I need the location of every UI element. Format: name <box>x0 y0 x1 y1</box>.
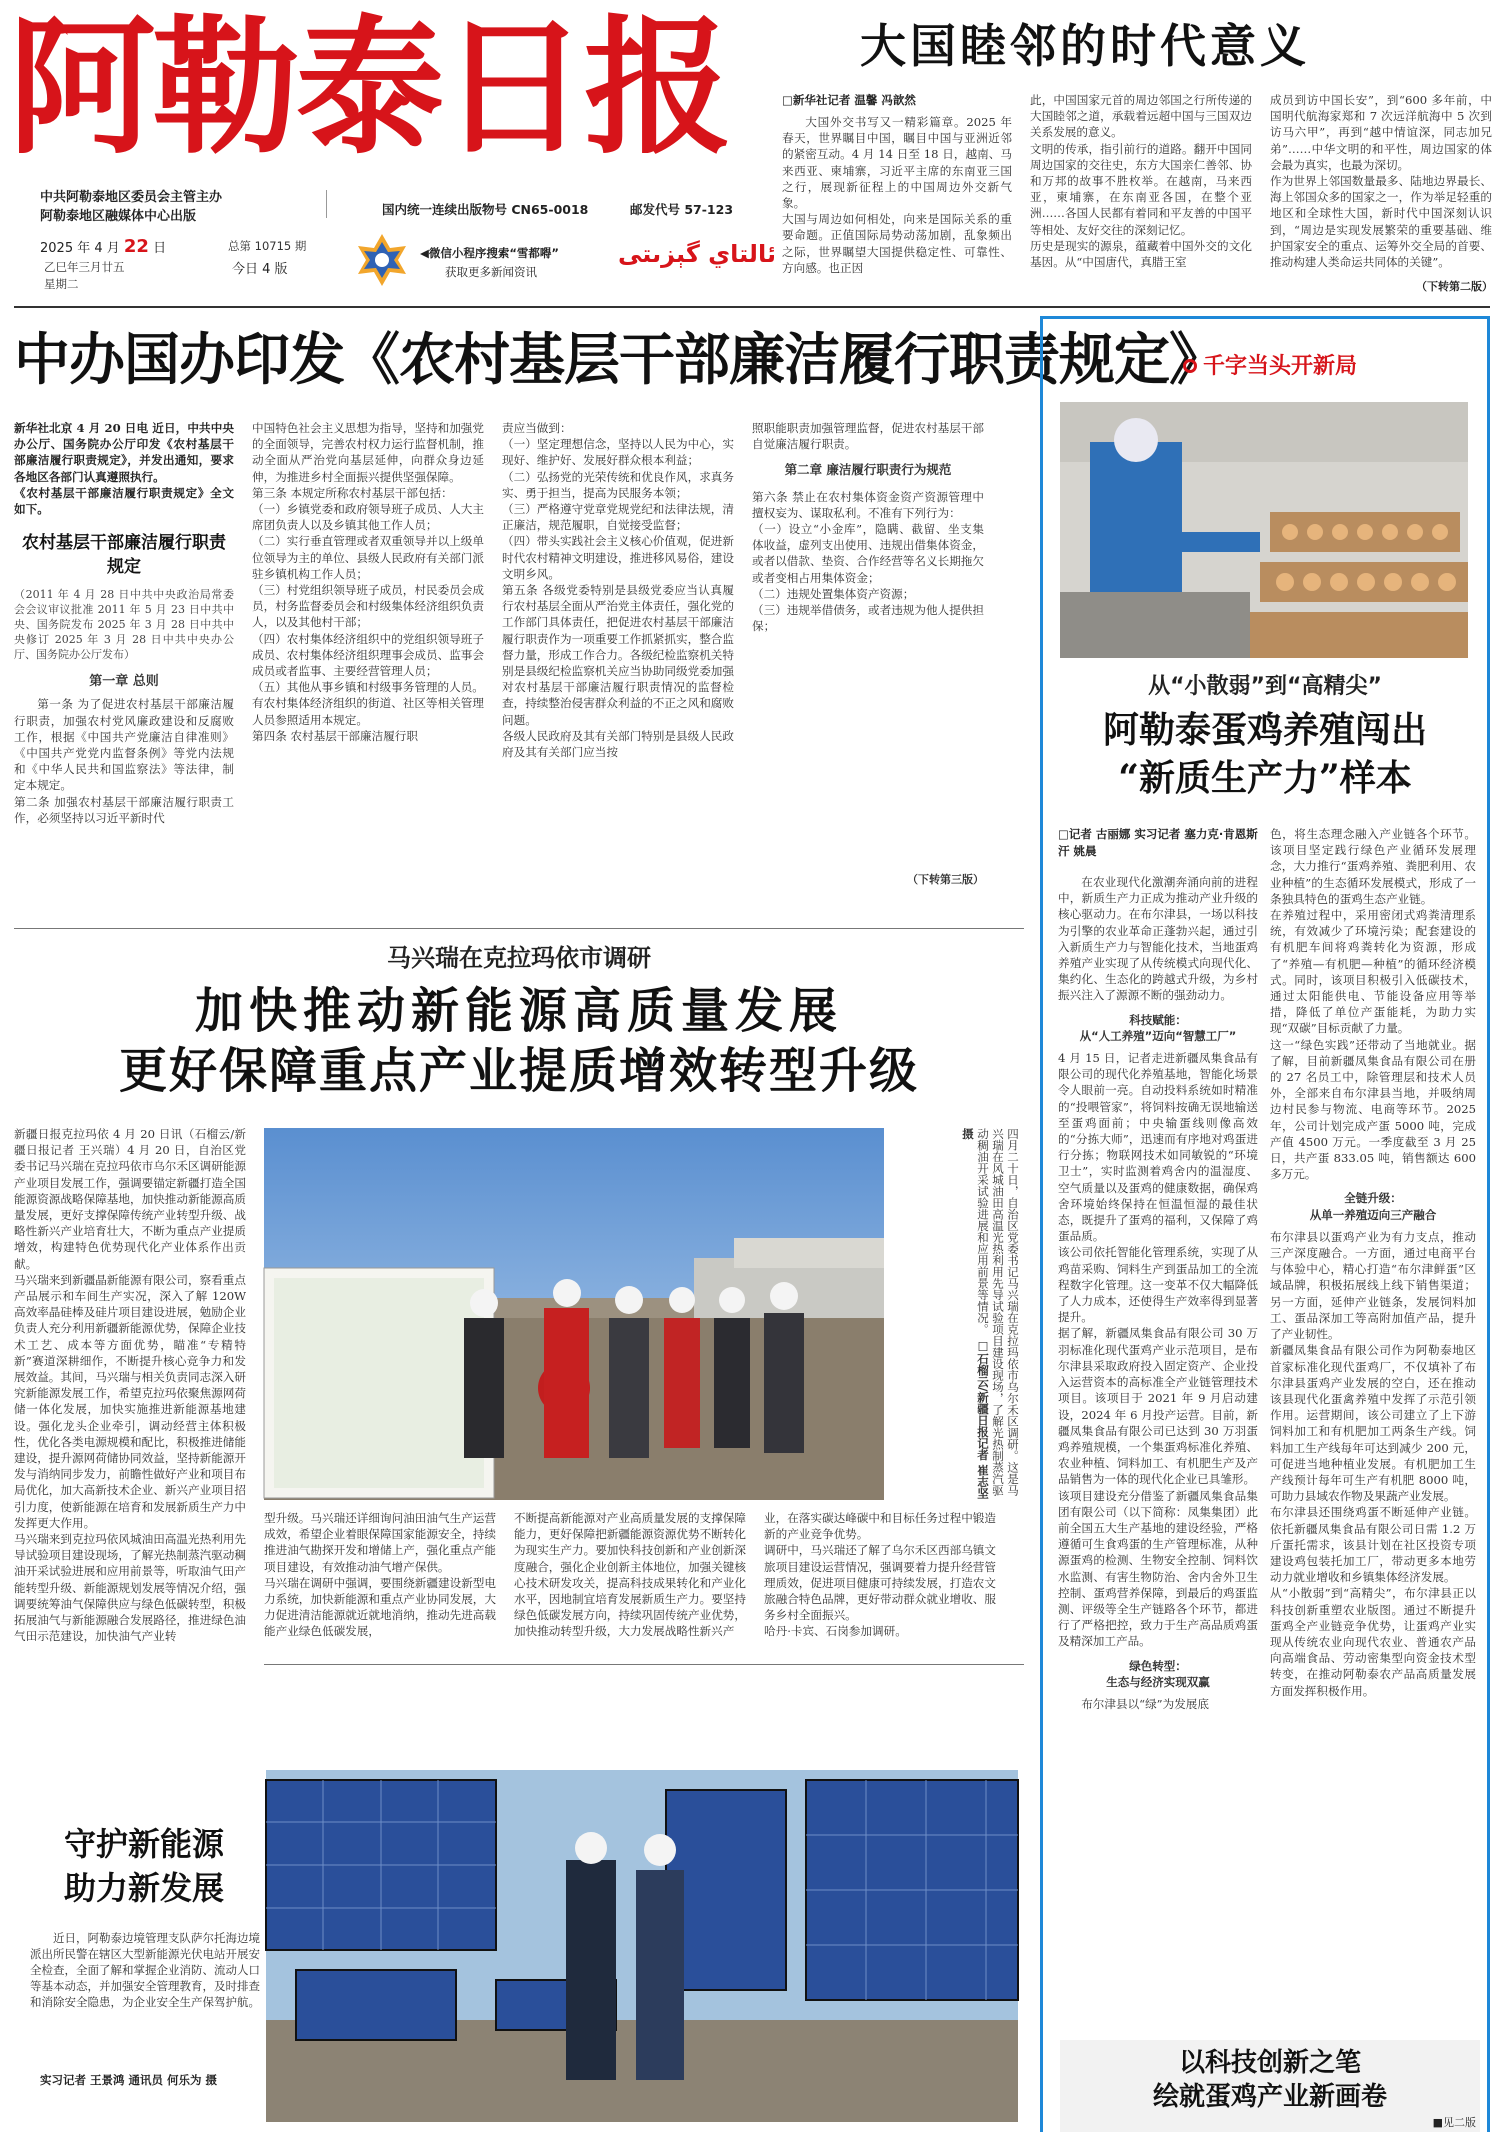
main-story-continued: （下转第三版） <box>907 873 984 886</box>
feature-sub3-line1: 全链升级： <box>1344 1191 1402 1206</box>
feature-bottom-box <box>1060 2040 1480 2132</box>
weekday: 星期二 <box>44 277 79 291</box>
top-story-col-2: 此，中国国家元首的周边邻国之行所传递的大国睦邻之道，承载着远超中国与三国双边关系发展的意义。 文明的传承，指引前行的道路。翻开中国同周边国家的交往史，东方大国亲仁善邻、协和万邦的故事不胜枚举。在越南，马来西亚，柬埔寨，在东南亚各国，在整个亚洲……各国人民都有着同和平友善的中国平等相处、友好交往的深刻记忆。 历史是现实的源泉，蕴藏着中国外交的文化基因。从“中国唐代，真腊王室 <box>1030 93 1252 270</box>
top-story-byline: □新华社记者 温馨 冯歆然 <box>782 93 916 107</box>
wechat-line-1: ◀微信小程序搜索“雪都嘚” <box>420 246 559 260</box>
issue-total: 总第 10715 期 <box>228 239 307 253</box>
story2-headline-2: 更好保障重点产业提质增效转型升级 <box>118 1043 919 1099</box>
cn-number: 国内统一连续出版物号 CN65-0018 <box>382 202 589 217</box>
feature-tag-text: 千字当头开新局 <box>1202 354 1357 379</box>
postal-code: 邮发代号 57-123 <box>630 202 734 217</box>
feature-headline-2: “新质生产力”样本 <box>1118 757 1412 799</box>
feature-bottom-line-2: 绘就蛋鸡产业新画卷 <box>1152 2082 1387 2112</box>
newspaper-title: 阿勒泰日报 <box>8 0 728 174</box>
feature-col-2b-text: 布尔津县以蛋鸡产业为有力支点，推动三产深度融合。一方面，通过电商平台与体验中心，精心打造“布尔津鲜蛋”区域品牌，积极拓展线上线下销售渠道；另一方面，延伸产业链条，发展饲料加工、蛋品深加工等高附加值产品，提升了产业韧性。 新疆凤集食品有限公司作为阿勒泰地区首家标准化现代蛋鸡厂，不仅填补了布尔津县蛋鸡产业发展的空白，还在推动该县现代化蛋禽养殖中发挥了示范引领作用。运营期间，该公司建立了上下游饲料加工和有机肥加工两条生产线。饲料加工生产线每年可达到减少 200 元，可促进当地种植业发展。有机肥加工生产线预计每年可生产有机肥 8000 吨，可助力县域农作物及果蔬产业发展。 布尔津县还围绕鸡蛋不断延伸产业链。依托新疆凤集食品有限公司日需 1.2 万斤蛋托需求，该县计划在社区投资专项建设鸡包装托加工厂，带动更多本地劳动力就业增收和乡镇集体经济发展。 从“小散弱”到“高精尖”，布尔津县正以科技创新重塑农业版图。通过不断提升蛋鸡全产业链竞争优势，让蛋鸡产业实现从传统农业向现代农业、普通农产品向高端食品、劳动密集型向资金技术型转变，在推动阿勒泰农产品高质量发展方面发挥积极作用。 <box>1270 1229 1476 1698</box>
sponsor-line-1: 中共阿勒泰地区委员会主管主办 <box>40 190 223 205</box>
top-story-col-3: 成员到访中国长安”，到“600 多年前，中国明代航海家郑和 7 次远洋航海中 5 次到访马六甲”，再到“越中情谊深，同志加兄弟”……中华文明的和平性，周边国家的体会最为真实，也最为深切。 作为世界上邻国数量最多、陆地边界最长、海上邻国众多的国家之一，作为举足轻重的地区和全球性大国，新时代中国深刻认识到，“周边是实现发展繁荣的重要基础、维护国家安全的重点、运筹外交全局的首要、推动构建人类命运共同体的关键”。 <box>1270 93 1492 270</box>
date-day: 22 <box>123 236 149 257</box>
feature-sub2-line2: 生态与经济实现双赢 <box>1106 1674 1210 1689</box>
feature-sub3-line2: 从单一养殖迈向三产融合 <box>1309 1207 1437 1222</box>
main-col-4 <box>752 420 984 920</box>
story3-photo <box>266 1770 1018 2122</box>
main-col-1-text: 第一条 为了促进农村基层干部廉洁履行职责，加强农村党风廉政建设和反腐败工作，根据《中国共产党廉洁自律准则》《中国共产党党内监督条例》等党内法规和《中华人民共和国监察法》等法律，制定本规定。 第二条 加强农村基层干部廉洁履行职责工作，必须坚持以习近平新时代 <box>14 697 234 825</box>
chapter-1-title: 第一章 总则 <box>89 674 159 690</box>
doc-title: 农村基层干部廉洁履行职责规定 <box>22 533 226 578</box>
main-col-3: 责应当做到： （一）坚定理想信念，坚持以人民为中心，实现好、维护好、发展好群众根本利益； （二）弘扬党的光荣传统和优良作风，求真务实、勇于担当，提高为民服务本领； （三）严格遵守党章党规党纪和法律法规，清正廉洁，规范履职，自觉接受监督； （四）带头实践社会主义核心价值观，促进新时代农村精神文明建设，推进移风易俗，建设文明乡风。 第五条 各级党委特别是县级党委应当认真履行农村基层全面从严治党主体责任，强化党的工作部门具体责任，把促进农村基层干部廉洁履行职责作为一项重要工作抓紧抓实，整合监督力量，形成工作合力。各级纪检监察机关特别是县级纪检监察机关应当协助同级党委加强对农村基层干部廉洁履行职责情况的监督检查，持续整治侵害群众利益的不正之风和腐败问题。 各级人民政府及其有关部门特别是县级人民政府及其有关部门应当按 <box>502 421 734 760</box>
feature-col-1 <box>1058 874 1258 2034</box>
story2-col-3: 不断提高新能源对产业高质量发展的支撑保障能力，更好保障把新疆能源资源优势不断转化为现实生产力。要加快科技创新和产业创新深度融合，强化企业创新主体地位，加强关键核心技术研发攻关，提高科技成果转化和产业化水平，因地制宜培育发展新质生产力。要坚持绿色低碳发展方向，持续巩固传统产业优势，加快推动转型升级，大力发展战略性新兴产 <box>514 1511 746 1639</box>
feature-col-1c-text: 布尔津县以“绿”为发展底 <box>1081 1696 1209 1711</box>
main-lead-text: 新华社北京 4 月 20 日电 近日，中共中央办公厅、国务院办公厅印发《农村基层干部廉洁履行职责规定》，并发出通知，要求各地区各部门认真遵照执行。 《农村基层干部廉洁履行职责规定》全文如下。 <box>14 421 234 517</box>
top-story-continued: （下转第二版） <box>1416 280 1493 293</box>
story2-col-1: 新疆日报克拉玛依 4 月 20 日讯（石榴云/新疆日报记者 王兴瑞）4 月 20 日，自治区党委书记马兴瑞在克拉玛依市乌尔禾区调研能源产业项目发展工作，强调要锚定新疆打造全国能源资源战略保障基地，加快推动新能源高质量发展，更好支撑保障传统产业转型升级、战略性新兴产业培育壮大，不断为重点产业提质增效，构建特色优势现代化产业体系作出贡献。 马兴瑞来到新疆晶新能源有限公司，察看重点产品展示和车间生产实况，深入了解 120W 高效率晶硅棒及硅片项目建设进展，勉励企业负责人充分利用新疆新能源优势，保障企业技术工艺、成本等方面优势，瞄准“专精特新”赛道深耕细作，不断提升核心竞争力和发展效益。其间，马兴瑞与相关负责同志深入研究新能源发展工作，希望克拉玛依聚焦源网荷储一体化发展，加快实施推进新能源基地建设。强化龙头企业牵引，调动经营主体积极性，优化各类电源规模和配比，积极推进储能建设，提升源网荷储协同效益，坚持新能源开发与消纳同步发力，前瞻性做好产业和项目布局优化，加大高新技术企业、新兴产业项目招引力度，使新能源在培育和发展新质生产力中发挥更大作用。 马兴瑞来到克拉玛依风城油田高温光热利用先导试验项目建设现场，了解光热制蒸汽驱动稠油开采试验进展和应用前景等，听取油气田产能转型升级、新能源规划发展等情况介绍，强调要统筹油气保障供应与绿色低碳转型，积极拓展油气与新能源融合发展路径，推进绿色油气田示范建设，加快油气产业转 <box>14 1127 246 1644</box>
chapter-2-title: 第二章 廉洁履行职责行为规范 <box>784 462 952 478</box>
main-col-2: 中国特色社会主义思想为指导，坚持和加强党的全面领导，完善农村权力运行监督机制，推动全面从严治党向基层延伸，向群众身边延伸，为推进乡村全面振兴提供坚强保障。 第三条 本规定所称农村基层干部包括： （一）乡镇党委和政府领导班子成员、人大主席团负责人以及乡镇其他工作人员； （二）实行垂直管理或者双重领导并以上级单位领导为主的单位、县级人民政府有关部门派驻乡镇机构工作人员； （三）村党组织领导班子成员，村民委员会成员，村务监督委员会和村级集体经济组织负责人，以及其他村干部； （四）农村集体经济组织中的党组织领导班子成员、农村集体经济组织理事会成员、监事会成员或者监事、主要经营管理人员； （五）其他从事乡镇和村级事务管理的人员。 有农村集体经济组织的街道、社区等相关管理人员参照适用本规定。 第四条 农村基层干部廉洁履行职 <box>252 421 484 743</box>
main-col-4-text-2: 第六条 禁止在农村集体资金资产资源管理中擅权妄为、谋取私利。不准有下列行为： （一）设立“小金库”，隐瞒、截留、坐支集体收益，虚列支出使用、违规出借集体资金，或者以借款、垫资、合作经营等名义长期拖欠或者变相占用集体资金； （二）违规处置集体资产资源； （三）违规举借债务，或者违规为他人提供担保； <box>752 489 984 634</box>
lunar-date: 乙巳年三月廿五 <box>44 260 125 274</box>
story2-col-4: 业，在落实碳达峰碳中和目标任务过程中锻造新的产业竞争优势。 调研中，马兴瑞还了解了乌尔禾区西部乌镇文旅项目建设运营情况，强调要着力提升经营管理质效，促进项目健康可持续发展，打造农文旅融合特色品牌，更好带动群众就业增收、服务乡村全面振兴。 哈丹·卡宾、石岗参加调研。 <box>764 1511 996 1639</box>
main-story-bottom-rule <box>14 928 1024 929</box>
story2-col-2: 型升级。马兴瑞还详细询问油田油气生产运营成效，希望企业着眼保障国家能源安全，持续推进油气勘探开发和增储上产，强化重点产能项目建设，有效推动油气增产保供。 马兴瑞在调研中强调，要围绕新疆建设新型电力系统，加快新能源和重点产业协同发展，大力促进清洁能源就近就地消纳，推动先进高载能产业绿色低碳发展， <box>264 1511 496 1639</box>
story2-photo-credit: □石榴云/新疆日报记者 崔志坚 摄 <box>961 1128 990 1499</box>
feature-col-1b-text: 4 月 15 日，记者走进新疆凤集食品有限公司的现代化养殖基地，智能化场景令人眼前一亮。自动投料系统如时精准的“投喂管家”，将饲料按确无误地输送至蛋鸡面前；中央输蛋线则像高效的“分拣大师”，迅速而有序地对鸡蛋进行分拣；物联网技术如同敏锐的“环境卫士”，实时监测着鸡舍内的温湿度、空气质量以及蛋鸡的健康数据，确保鸡舍环境始终保持在恒温恒湿的最佳状态，既提升了蛋鸡的福利，又保障了鸡蛋品质。 该公司依托智能化管理系统，实现了从鸡苗采购、饲料生产到蛋品加工的全流程数字化管理。这一变革不仅大幅降低了人力成本，还使得生产效率得到显著提升。 据了解，新疆凤集食品有限公司 30 万羽标准化现代蛋鸡产业示范项目，是布尔津县采取政府投入固定资产、企业投入运营资本的高标准全产业链管理技术项目。该项目于 2021 年 9 月启动建设，2024 年 6 月投产运营。目前，新疆凤集食品有限公司已达到 30 万羽蛋鸡养殖规模，一个集蛋鸡标准化养殖、农业种植、饲料加工、有机肥生产及产品销售为一体的现代化企业已具雏形。 该项目建设充分借鉴了新疆凤集食品集团有限公司（以下简称：凤集集团）此前全国五大生产基地的建设经验，严格遵循可生食鸡蛋的生产管理标准，从种源蛋鸡的检测、生物安全控制、饲料饮水监测、有害生物防治、舍内舍外卫生控制、蛋鸡营养保障，到最后的鸡蛋监测、评级等全生产链路各个环节，都进行了严格把控，致力于生产高品质鸡蛋及精深加工产品。 <box>1058 1051 1258 1649</box>
wechat-line-2: 获取更多新闻资讯 <box>445 265 537 279</box>
date-suffix: 日 <box>153 241 167 256</box>
sponsor-line-2: 阿勒泰地区融媒体中心出版 <box>40 209 197 224</box>
feature-sub1-line1: 科技赋能： <box>1129 1012 1187 1027</box>
story2-caption <box>890 1128 1020 1500</box>
story3-headline-1: 守护新能源 <box>63 1825 224 1863</box>
top-story-col-1: 大国外交书写又一精彩篇章。2025 年春天，世界瞩目中国，瞩目中国与亚洲近邻的紧密互动。4 月 14 日至 18 日，越南、马来西亚、柬埔寨，习近平主席的东南亚三国之行，展现新征程上的中国周边外交新气象。 大国与周边如何相处，向来是国际关系的重要命题。正值国际局势动荡加剧，乱象频出之际，世界瞩望大国提供稳定性、可靠性、方向感。也正因 <box>782 115 1012 275</box>
feature-sub2-line1: 绿色转型： <box>1129 1658 1187 1673</box>
app-logo-icon <box>350 232 414 288</box>
feature-bottom-ref-text: ■见二版 <box>1432 2116 1476 2129</box>
story3-credit: 实习记者 王景鸿 通讯员 何乐为 摄 <box>40 2073 218 2087</box>
story3-headline-2: 助力新发展 <box>63 1869 224 1907</box>
top-story-headline: 大国睦邻的时代意义 <box>860 19 1310 73</box>
feature-bottom-line-1: 以科技创新之笔 <box>1178 2048 1361 2078</box>
feature-col-2 <box>1270 826 1476 2034</box>
date-prefix: 2025 年 4 月 <box>40 241 120 256</box>
story2-kicker: 马兴瑞在克拉玛依市调研 <box>387 944 651 972</box>
doc-note: （2011 年 4 月 28 日中共中央政治局常委会会议审议批准 2011 年 5 月 23 日中共中央、国务院发布 2025 年 3 月 28 日中共中央修订 2025 年 3 月 28 日中共中央办公厅、国务院办公厅发布） <box>14 588 234 662</box>
feature-byline: □记者 古丽娜 实习记者 塞力克·肯恩斯汗 姚晨 <box>1058 827 1258 858</box>
main-col-4-text: 照职能职责加强管理监督，促进农村基层干部自觉廉洁履行职责。 <box>752 421 984 452</box>
feature-col-2-text: 色，将生态理念融入产业链各个环节。该项目坚定践行绿色产业循环发展理念，大力推行“蛋鸡养殖、粪肥利用、农业种植”的生态循环发展模式，形成了一条独具特色的蛋鸡生态产业链。 在养殖过程中，采用密闭式鸡粪清理系统，有效减少了环境污染；配套建设的有机肥车间将鸡粪转化为资源，形成了“养殖—有机肥—种植”的循环经济模式。同时，该项目积极引入低碳技术，通过太阳能供电、节能设备应用等举措，降低了单位产蛋能耗，为助力实现“双碳”目标贡献了力量。 这一“绿色实践”还带动了当地就业。据了解，目前新疆凤集食品有限公司在册的 27 名员工中，除管理层和技术人员外，全部来自布尔津县当地，并吸纳周边村民参与物流、电商等环节。2025 年，公司计划完成产蛋 5000 吨，完成产值 4500 万元。一季度截至 3 月 25 日，共产蛋 833.05 吨，销售额达 600 多万元。 <box>1270 827 1476 1182</box>
issue-date <box>40 236 220 257</box>
feature-tag <box>1140 350 1400 384</box>
main-story-lead <box>14 420 234 920</box>
feature-tag-icon <box>1183 359 1197 373</box>
masthead-divider <box>326 190 327 218</box>
uyghur-title: ئالتاي گېزىتى <box>618 240 776 268</box>
story3-caption: 近日，阿勒泰边境管理支队萨尔托海边境派出所民警在辖区大型新能源光伏电站开展安全检查，全面了解和掌握企业消防、流动人口等基本动态，并加强安全管理教育，及时排查和消除安全隐患，为企业安全生产保驾护航。 <box>30 1931 260 2009</box>
feature-sub1-line2: 从“人工养殖”迈向“智慧工厂” <box>1079 1028 1237 1043</box>
main-story-headline: 中办国办印发《农村基层干部廉洁履行职责规定》 <box>14 327 1224 393</box>
feature-photo <box>1060 402 1468 658</box>
story2-headline-1: 加快推动新能源高质量发展 <box>194 983 843 1039</box>
story2-caption-text: 四月二十日，自治区党委书记马兴瑞在克拉玛依市乌尔禾区调研。这是马兴瑞在风城油田高温光热利用先导试验项目建设现场，了解光热制蒸汽驱动稠油开采试验进展和应用前景等情况。 <box>976 1128 1020 1496</box>
feature-bottom-ref[interactable] <box>1390 2114 1476 2130</box>
feature-kicker: 从“小散弱”到“高精尖” <box>1148 674 1382 699</box>
feature-col-1-text: 在农业现代化激潮奔涌向前的进程中，新质生产力正成为推动产业升级的核心驱动力。在布尔津县，一场以科技为引擎的农业革命正蓬勃兴起，通过引入新质生产力与智能化技术，当地蛋鸡养殖产业实现了从传统模式向现代化、集约化、生态化的跨越式升级，为乡村振兴注入了源源不断的强劲动力。 <box>1058 875 1258 1003</box>
pages-today: 今日 4 版 <box>232 262 288 277</box>
feature-headline-1: 阿勒泰蛋鸡养殖闯出 <box>1102 709 1427 751</box>
story2-photo <box>264 1128 884 1500</box>
story2-bottom-rule <box>264 1664 1024 1665</box>
masthead-bottom-rule <box>14 306 1490 308</box>
